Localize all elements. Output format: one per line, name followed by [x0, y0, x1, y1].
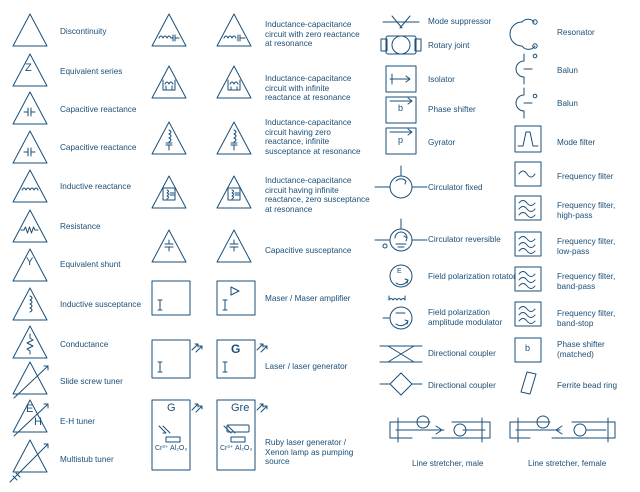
label-balun-1: Balun: [557, 66, 578, 75]
ferrite-bead-ring-symbol: [521, 372, 536, 394]
maser-symbol-b: [217, 281, 255, 315]
capacitive-susceptance-symbol-a: [152, 230, 186, 262]
label-field-polarization-rotator: Field polarization rotator: [428, 272, 516, 281]
multistub-tuner-symbol: [10, 440, 48, 482]
label-lc-zero-susceptance: Inductance-capacitance circuit having zero reactance, infinite susceptance at resonance: [265, 118, 361, 156]
label-freq-high-pass: Frequency filter, high-pass: [557, 201, 616, 220]
laser-g-glyph: G: [231, 342, 241, 356]
resonator-symbol: [510, 19, 537, 49]
laser-symbol-a: [152, 340, 202, 378]
capacitive-reactance-symbol-1: [13, 92, 47, 124]
label-eh-tuner: E-H tuner: [60, 417, 96, 426]
label-balun-2: Balun: [557, 99, 578, 108]
laser-symbol-b: [217, 340, 267, 378]
label-mode-suppressor: Mode suppressor: [428, 17, 492, 26]
phase-b-glyph: b: [398, 103, 404, 113]
label-resonator: Resonator: [557, 28, 595, 37]
label-frequency-filter: Frequency filter: [557, 172, 614, 181]
label-line-stretcher-male: Line stretcher, male: [412, 459, 484, 468]
label-lc-infinite-reactance: Inductance-capacitance circuit with infinite reactance at resonance: [265, 74, 352, 103]
inductive-reactance-symbol: [13, 170, 47, 202]
label-lc-infinite-susceptance: Inductance-capacitance circuit having infinite reactance, zero susceptance at resonance: [265, 176, 370, 214]
label-phase-shifter: Phase shifter: [428, 105, 476, 114]
frequency-filter-symbol: [515, 162, 541, 186]
isolator-symbol: [386, 66, 416, 92]
label-laser: Laser / laser generator: [265, 362, 348, 371]
ruby-g-glyph: G: [167, 402, 176, 414]
circulator-reversible-symbol: [375, 219, 427, 251]
directional-coupler-symbol-2: [380, 373, 422, 395]
label-line-stretcher-female: Line stretcher, female: [528, 459, 607, 468]
label-equivalent-shunt: Equivalent shunt: [60, 260, 121, 269]
label-rotary-joint: Rotary joint: [428, 41, 470, 50]
label-freq-band-stop: Frequency filter, band-stop: [557, 309, 616, 328]
field-polarization-modulator-symbol: [383, 296, 412, 329]
ruby-formula-a: Cr³⁺ Al₂O₃: [155, 445, 188, 452]
label-maser: Maser / Maser amplifier: [265, 294, 351, 303]
line-stretcher-male-symbol: [390, 416, 490, 442]
ruby-gre-glyph: Gre: [231, 402, 250, 414]
label-capacitive-susceptance: Capacitive susceptance: [265, 246, 352, 255]
capacitive-reactance-symbol-2: [13, 131, 47, 163]
label-conductance: Conductance: [60, 340, 109, 349]
label-freq-band-pass: Frequency filter, band-pass: [557, 272, 616, 291]
label-isolator: Isolator: [428, 75, 455, 84]
freq-band-stop-symbol: [515, 302, 541, 326]
slide-screw-tuner-symbol: [13, 362, 48, 398]
label-ferrite-bead-ring: Ferrite bead ring: [557, 381, 618, 390]
mode-suppressor-symbol: [383, 16, 419, 28]
label-field-polarization-modulator: Field polarization amplitude modulator: [428, 308, 503, 327]
line-stretcher-female-symbol: [510, 416, 615, 442]
label-slide-screw-tuner: Slide screw tuner: [60, 377, 123, 386]
label-capacitive-reactance-1: Capacitive reactance: [60, 105, 137, 114]
label-directional-coupler-1: Directional coupler: [428, 349, 496, 358]
z-glyph: Z: [25, 62, 32, 74]
h-glyph: H: [34, 416, 42, 428]
label-discontinuity: Discontinuity: [60, 27, 107, 36]
capacitive-susceptance-symbol-b: [217, 230, 251, 262]
ruby-formula-b: Cr³⁺ Al₂O₃: [220, 445, 253, 452]
rotary-joint-symbol: [381, 36, 421, 54]
rotator-e-glyph: E: [397, 268, 402, 275]
mode-filter-symbol: [515, 126, 541, 152]
label-ruby-laser: Ruby laser generator / Xenon lamp as pumping source: [265, 438, 354, 467]
e-glyph: E: [26, 403, 34, 415]
label-phase-shifter-matched: Phase shifter (matched): [557, 340, 605, 359]
lc-zero-reactance-symbol-a: [152, 14, 186, 46]
lc-infinite-susceptance-symbol-a: [152, 176, 186, 208]
lc-infinite-reactance-symbol-a: [152, 66, 186, 98]
gyrator-p-glyph: p: [398, 135, 404, 145]
freq-high-pass-symbol: [515, 196, 541, 220]
inductive-susceptance-symbol: [13, 288, 47, 320]
label-mode-filter: Mode filter: [557, 138, 596, 147]
matched-b-glyph: b: [525, 343, 531, 353]
lc-zero-susceptance-symbol-a: [152, 122, 186, 154]
ruby-laser-symbol-a: [152, 400, 202, 470]
conductance-symbol: [13, 326, 47, 358]
label-inductive-susceptance: Inductive susceptance: [60, 300, 142, 309]
resistance-symbol: [13, 210, 47, 242]
lc-infinite-reactance-symbol-b: [217, 66, 251, 98]
directional-coupler-symbol-1: [380, 346, 422, 362]
label-gyrator: Gyrator: [428, 138, 456, 147]
lc-zero-reactance-symbol-b: [217, 14, 251, 46]
freq-band-pass-symbol: [515, 267, 541, 291]
label-multistub-tuner: Multistub tuner: [60, 455, 114, 464]
discontinuity-symbol: [13, 14, 47, 46]
label-equivalent-series: Equivalent series: [60, 67, 123, 76]
label-lc-zero-reactance: Inductance-capacitance circuit with zero reactance at resonance: [265, 20, 360, 49]
y-glyph: Y: [26, 256, 34, 268]
maser-symbol-a: [152, 281, 190, 315]
label-capacitive-reactance-2: Capacitive reactance: [60, 143, 137, 152]
label-directional-coupler-2: Directional coupler: [428, 381, 496, 390]
lc-zero-susceptance-symbol-b: [217, 122, 251, 154]
label-circulator-reversible: Circulator reversible: [428, 235, 501, 244]
label-resistance: Resistance: [60, 222, 101, 231]
label-inductive-reactance: Inductive reactance: [60, 182, 132, 191]
balun-symbol-2: [516, 88, 537, 118]
label-circulator-fixed: Circulator fixed: [428, 183, 483, 192]
circulator-fixed-symbol: [375, 166, 427, 198]
label-freq-low-pass: Frequency filter, low-pass: [557, 237, 616, 256]
freq-low-pass-symbol: [515, 232, 541, 256]
lc-infinite-susceptance-symbol-b: [217, 176, 251, 208]
balun-symbol-1: [516, 54, 537, 84]
